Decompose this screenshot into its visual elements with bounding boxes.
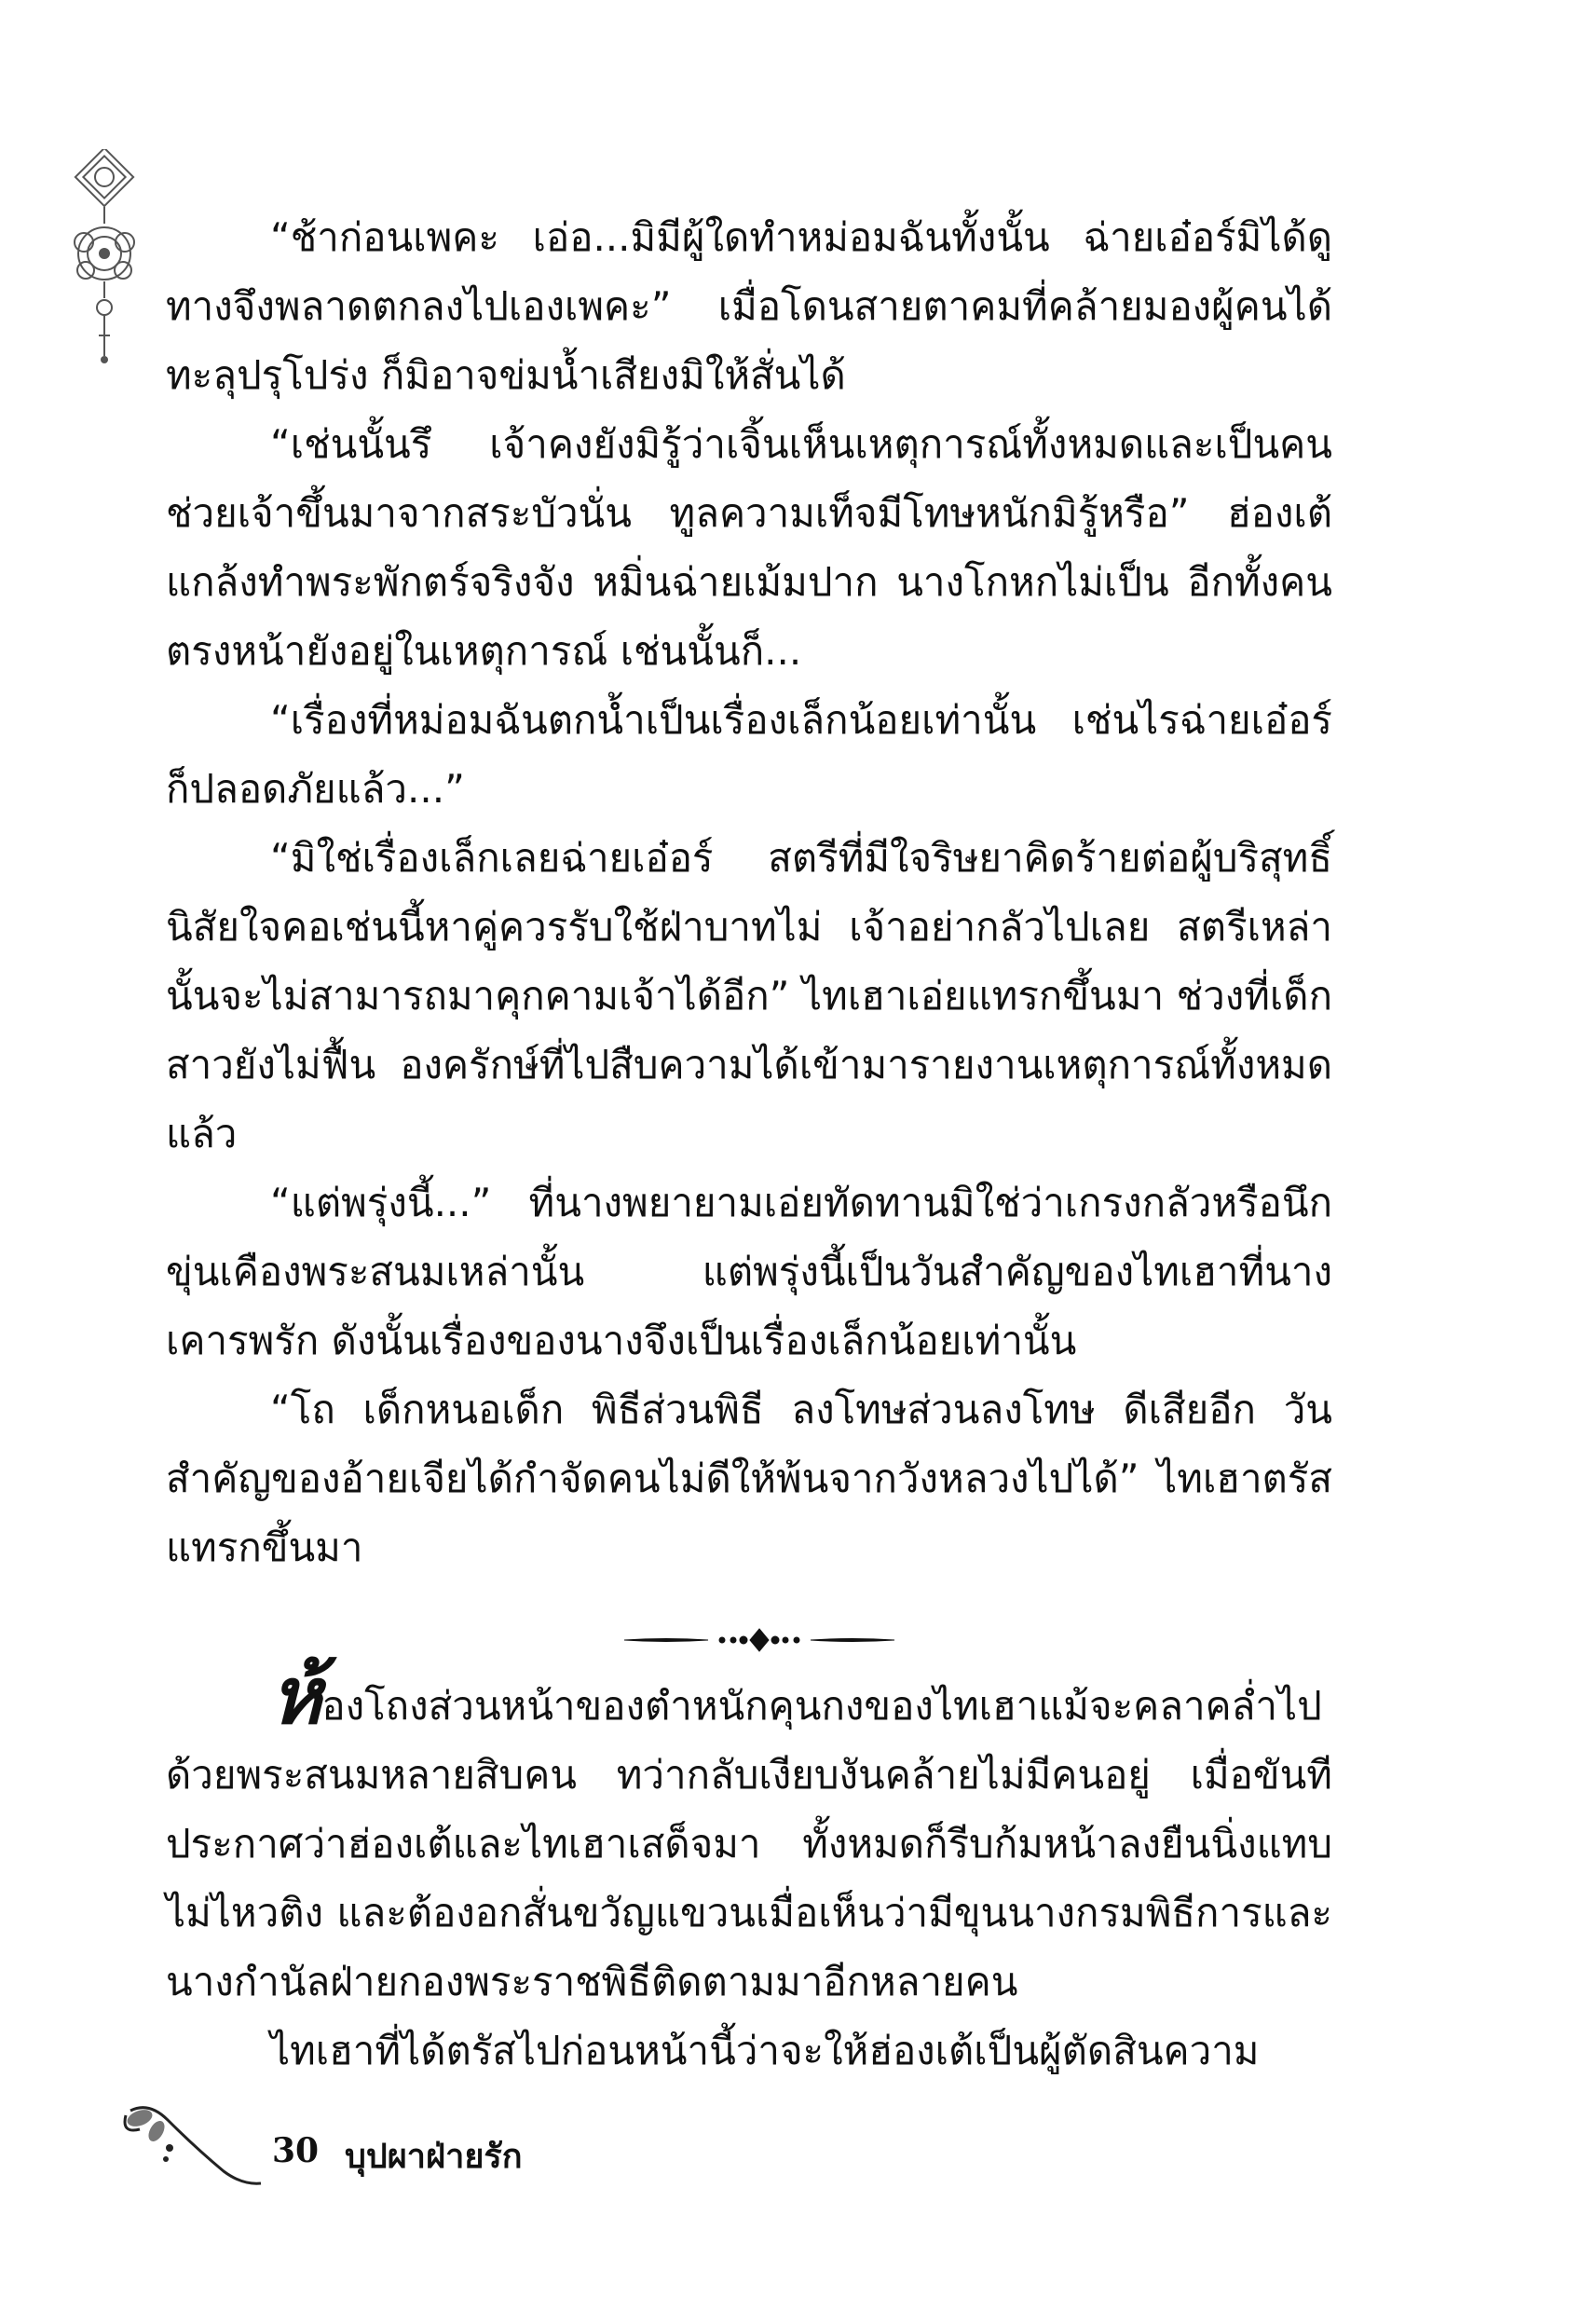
- paragraph-1: “ช้าก่อนเพคะ เอ่อ...มิมีผู้ใดทำหม่อมฉันทั้งนั้น ฉ่ายเอ๋อร์มิได้ดูทางจึงพลาดตกลงไปเองเพคะ” เมื่อโดนสายตาคมที่คล้ายมองผู้คนได้ทะลุปรุโปร่ง ก็มิอาจข่มน้ำเสียงมิให้สั่นได้: [166, 214, 1332, 398]
- main-text: [166, 203, 1332, 1582]
- dropcap-paragraph: [166, 1649, 1332, 2017]
- section-two-text: [166, 1649, 1332, 2085]
- page-footer: [112, 2092, 764, 2195]
- paragraph-4: “มิใช่เรื่องเล็กเลยฉ่ายเอ๋อร์ สตรีที่มีใจริษยาคิดร้ายต่อผู้บริสุทธิ์นิสัยใจคอเช่นนี้หาคู่ควรรับใช้ฝ่าบาทไม่ เจ้าอย่ากลัวไปเลย สตรีเหล่านั้นจะไม่สามารถมาคุกคามเจ้าได้อีก” ไทเฮาเอ่ยแทรกขึ้นมา ช่วงที่เด็กสาวยังไม่ฟื้น องครักษ์ที่ไปสืบความได้เข้ามารายงานเหตุการณ์ทั้งหมดแล้ว: [166, 835, 1332, 1156]
- paragraph-last: ไทเฮาที่ได้ตรัสไปก่อนหน้านี้ว่าจะให้ฮ่องเต้เป็นผู้ตัดสินความ: [270, 2028, 1260, 2073]
- paragraph-3: “เรื่องที่หม่อมฉันตกน้ำเป็นเรื่องเล็กน้อยเท่านั้น เช่นไรฉ่ายเอ๋อร์ก็ปลอดภัยแล้ว...”: [166, 697, 1332, 812]
- paragraph-6: “โถ เด็กหนอเด็ก พิธีส่วนพิธี ลงโทษส่วนลงโทษ ดีเสียอีก วันสำคัญของอ้ายเจียได้กำจัดคนไม่ดีให้พ้นจากวังหลวงไปได้” ไทเฮาตรัสแทรกขึ้นมา: [166, 1387, 1332, 1570]
- quill-flourish-icon: [112, 2092, 298, 2195]
- flourish-divider-icon: [620, 1621, 899, 1659]
- floral-ornament-icon: [58, 149, 151, 373]
- dropcap-paragraph-text: องโถงส่วนหน้าของตำหนักคุนกงของไทเฮาแม้จะคลาคล่ำไปด้วยพระสนมหลายสิบคน ทว่ากลับเงียบงันคล้ายไม่มีคนอยู่ เมื่อขันทีประกาศว่าฮ่องเต้และไทเฮาเสด็จมา ทั้งหมดก็รีบก้มหน้าลงยืนนิ่งแทบไม่ไหวติง และต้องอกสั่นขวัญแขวนเมื่อเห็นว่ามีขุนนางกรมพิธีการและนางกำนัลฝ่ายกองพระราชพิธีติดตามมาอีกหลายคน: [166, 1683, 1332, 2004]
- paragraph-2: “เช่นนั้นรึ เจ้าคงยังมิรู้ว่าเจิ้นเห็นเหตุการณ์ทั้งหมดและเป็นคนช่วยเจ้าขึ้นมาจากสระบัวนั่น ทูลความเท็จมีโทษหนักมิรู้หรือ” ฮ่องเต้แกล้งทำพระพักตร์จริงจัง หมิ่นฉ่ายเม้มปาก นางโกหกไม่เป็น อีกทั้งคนตรงหน้ายังอยู่ในเหตุการณ์ เช่นนั้นก็...: [166, 421, 1332, 674]
- drop-cap: ห้: [270, 1649, 322, 1742]
- book-title: บุปผาฝ่ายรัก: [345, 2138, 523, 2176]
- paragraph-5: “แต่พรุ่งนี้...” ที่นางพยายามเอ่ยทัดทานมิใช่ว่าเกรงกลัวหรือนึกขุ่นเคืองพระสนมเหล่านั้น แต่พรุ่งนี้เป็นวันสำคัญของไทเฮาที่นางเคารพรัก ดังนั้นเรื่องของนางจึงเป็นเรื่องเล็กน้อยเท่านั้น: [166, 1180, 1332, 1363]
- page-number: 30: [272, 2131, 320, 2170]
